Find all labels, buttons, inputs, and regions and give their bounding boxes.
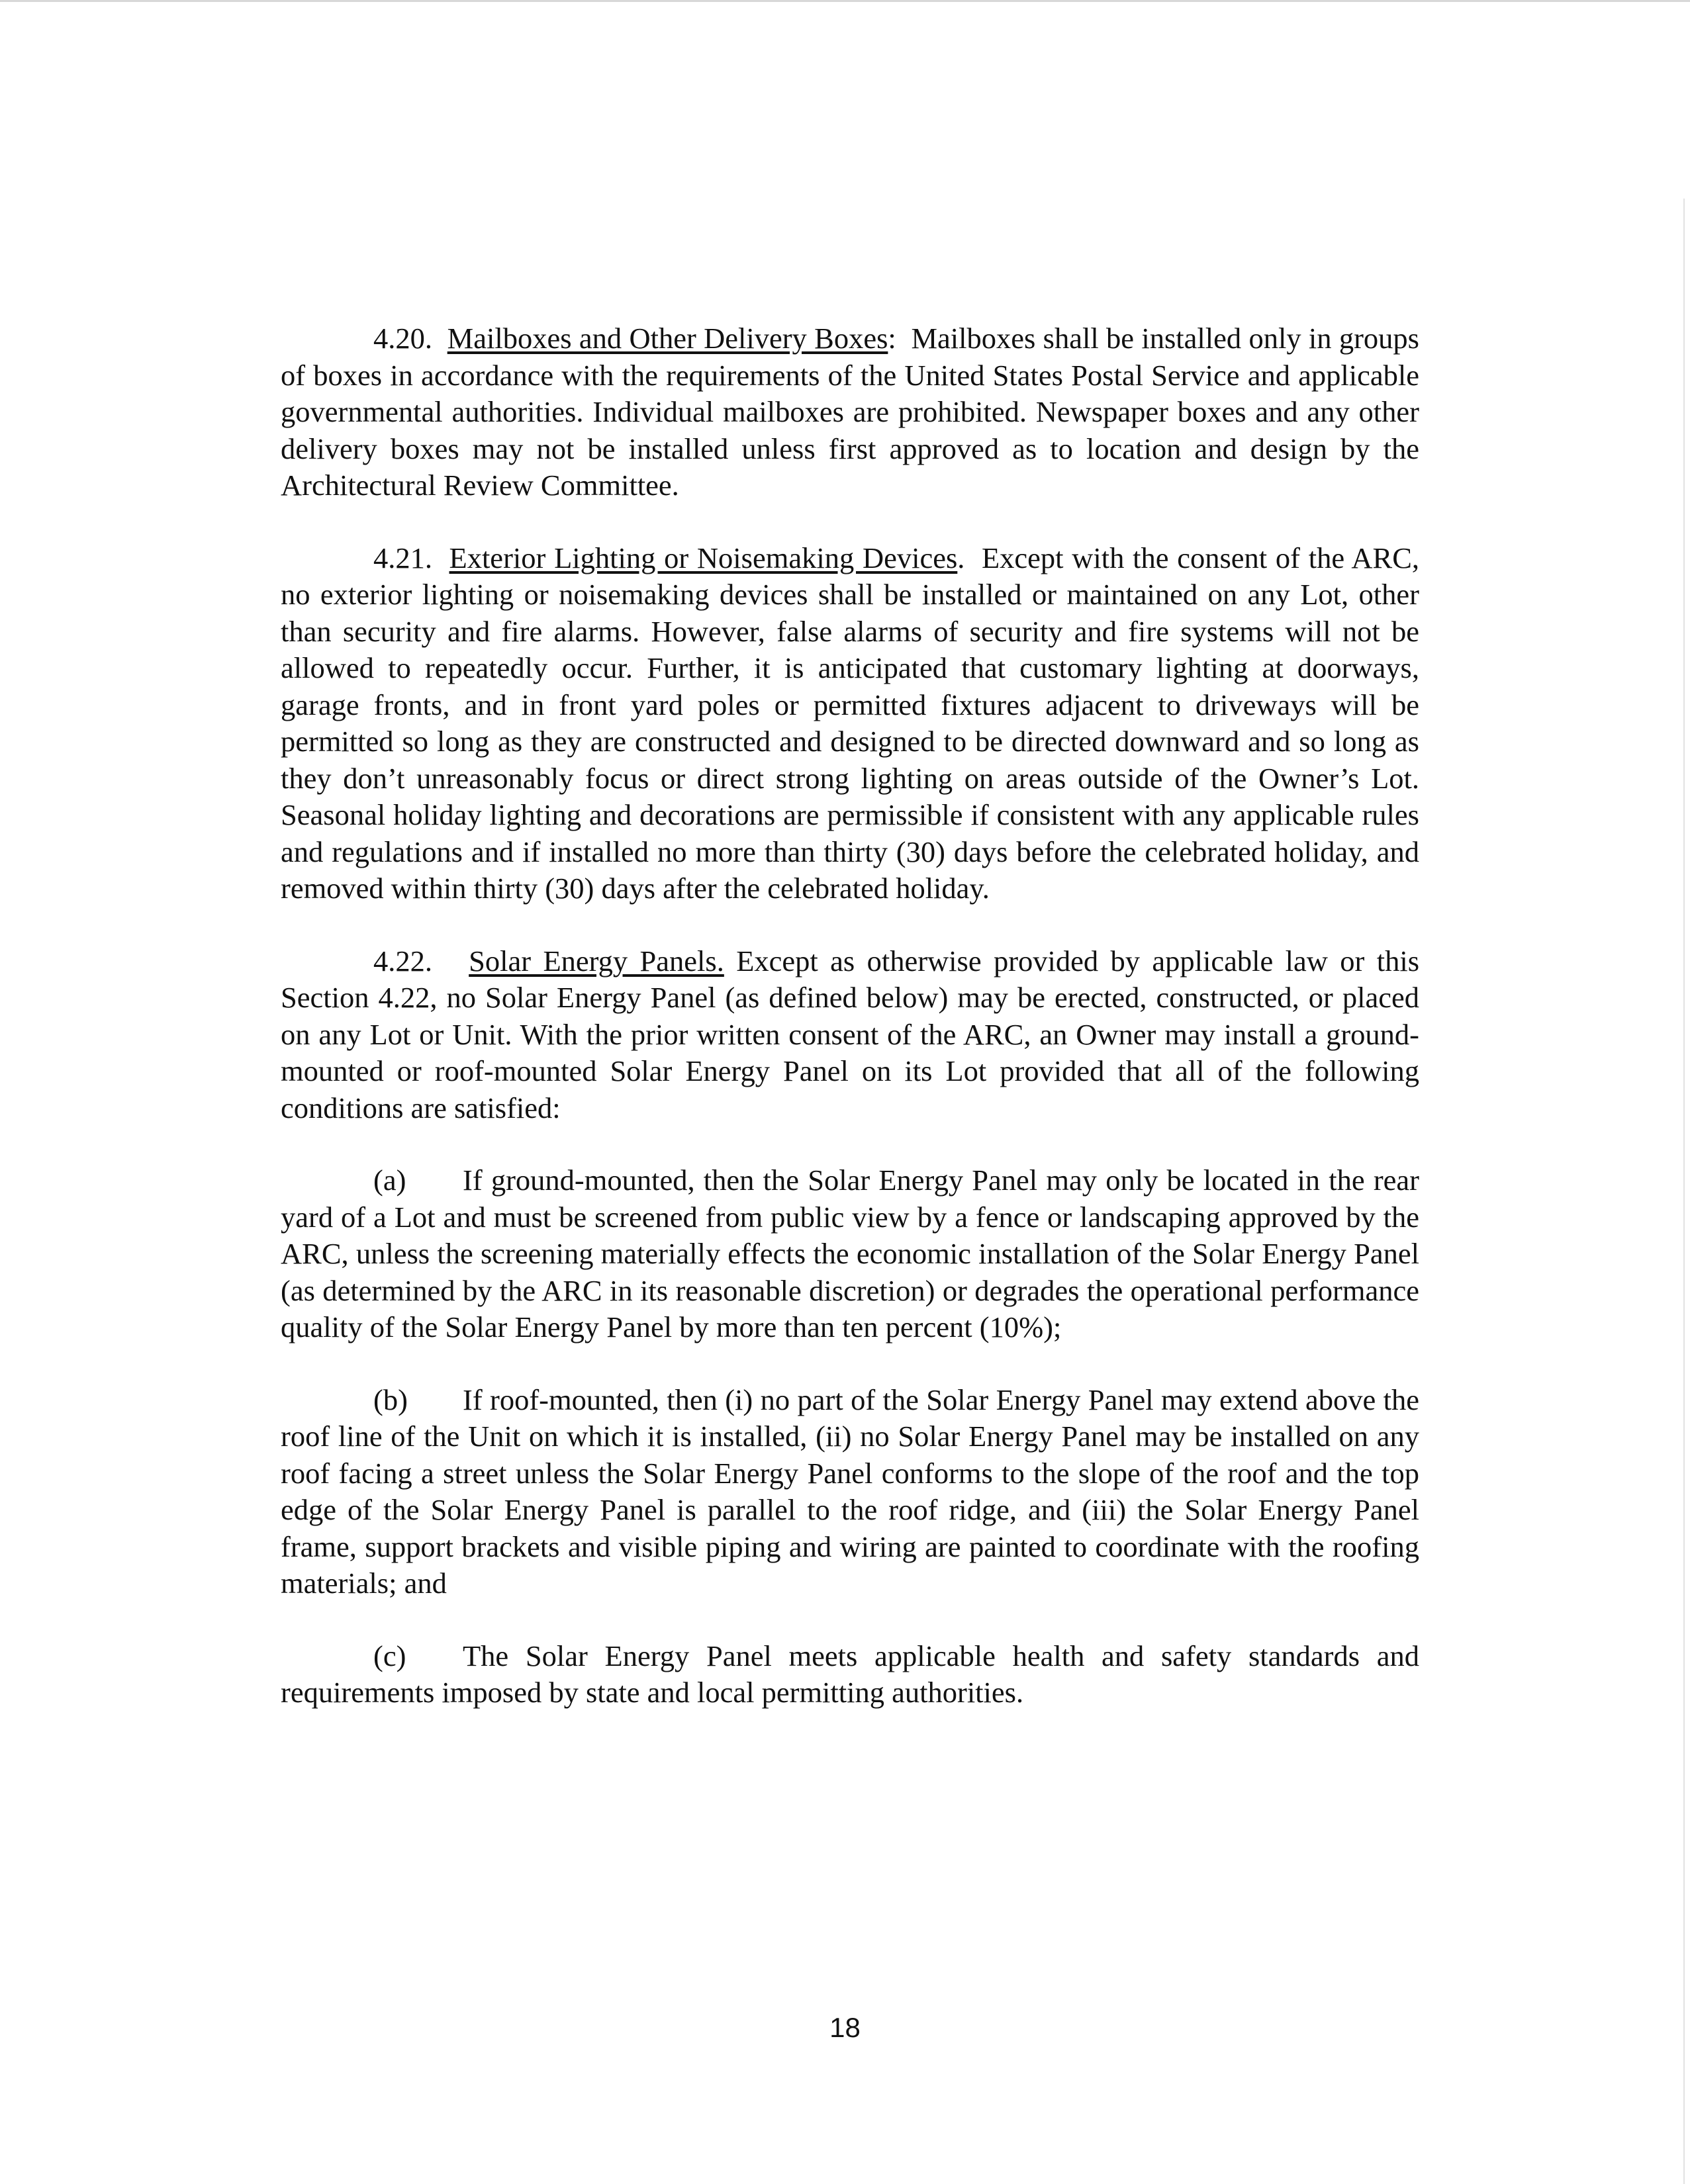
scan-top-edge [0,0,1690,2]
condition-text: If ground-mounted, then the Solar Energy Panel may only be located in the rear yard of a Lot and must be screened from public view by a fence or landscaping approved by the ARC, unless the screening materially effects the economic installation of the Solar Energy Panel (as determined by the ARC in its reasonable discretion) or degrades the operational performance quality of the Solar Energy Panel by more than ten percent (10%); [281,1163,1419,1343]
section-heading: Solar Energy Panels. [469,944,724,978]
condition-label: (b) [373,1383,408,1416]
condition-label: (a) [373,1163,406,1197]
section-heading-suffix: : [888,322,896,355]
section-4-21 [281,540,1419,907]
scan-right-edge [1683,199,1685,2184]
section-4-22 [281,943,1419,1127]
section-text: Except with the consent of the ARC, no exterior lighting or noisemaking devices shall be installed or maintained on any Lot, other than security and fire alarms. However, false alarms of security and fire systems will not be allowed to repeatedly occur. Further, it is anticipated that customary lighting at doorways, garage fronts, and in front yard poles or permitted fixtures adjacent to driveways will be permitted so long as they are constructed and designed to be directed downward and so long as they don’t unreasonably focus or direct strong lighting on areas outside of the Owner’s Lot. Seasonal holiday lighting and decorations are permissible if consistent with any applicable rules and regulations and if installed no more than thirty (30) days before the celebrated holiday, and removed within thirty (30) days after the celebrated holiday. [281,541,1420,905]
section-heading: Exterior Lighting or Noisemaking Devices [449,541,958,574]
condition-text: The Solar Energy Panel meets applicable health and safety standards and requirements imposed by state and local permitting authorities. [281,1639,1419,1709]
section-number: 4.20. [373,322,432,355]
section-heading: Mailboxes and Other Delivery Boxes [447,322,888,355]
section-text: Except as otherwise provided by applicable law or this Section 4.22, no Solar Energy Panel (as defined below) may be erected, constructed, or placed on any Lot or Unit. With the prior written consent of the ARC, an Owner may install a ground-mounted or roof-mounted Solar Energy Panel on its Lot provided that all of the following conditions are satisfied: [281,944,1420,1124]
condition-text: If roof-mounted, then (i) no part of the Solar Energy Panel may extend above the roof line of the Unit on which it is installed, (ii) no Solar Energy Panel may be installed on any roof facing a street unless the Solar Energy Panel conforms to the slope of the roof and the top edge of the Solar Energy Panel is parallel to the roof ridge, and (iii) the Solar Energy Panel frame, support brackets and visible piping and wiring are painted to coordinate with the roofing materials; and [281,1383,1419,1600]
condition-label: (c) [373,1639,406,1672]
condition-b [281,1382,1419,1602]
section-number: 4.21. [373,541,432,574]
section-number: 4.22. [373,944,432,978]
section-heading-suffix: . [957,541,965,574]
condition-c [281,1638,1419,1711]
document-body [281,320,1419,1747]
condition-a [281,1162,1419,1346]
page-number: 18 [829,2012,861,2043]
section-4-20 [281,320,1419,504]
section-text: Mailboxes shall be installed only in groups of boxes in accordance with the requirements of the United States Postal Service and applicable governmental authorities. Individual mailboxes are prohibited. Newspaper boxes and any other delivery boxes may not be installed unless first approved as to location and design by the Architectural Review Committee. [281,322,1419,502]
